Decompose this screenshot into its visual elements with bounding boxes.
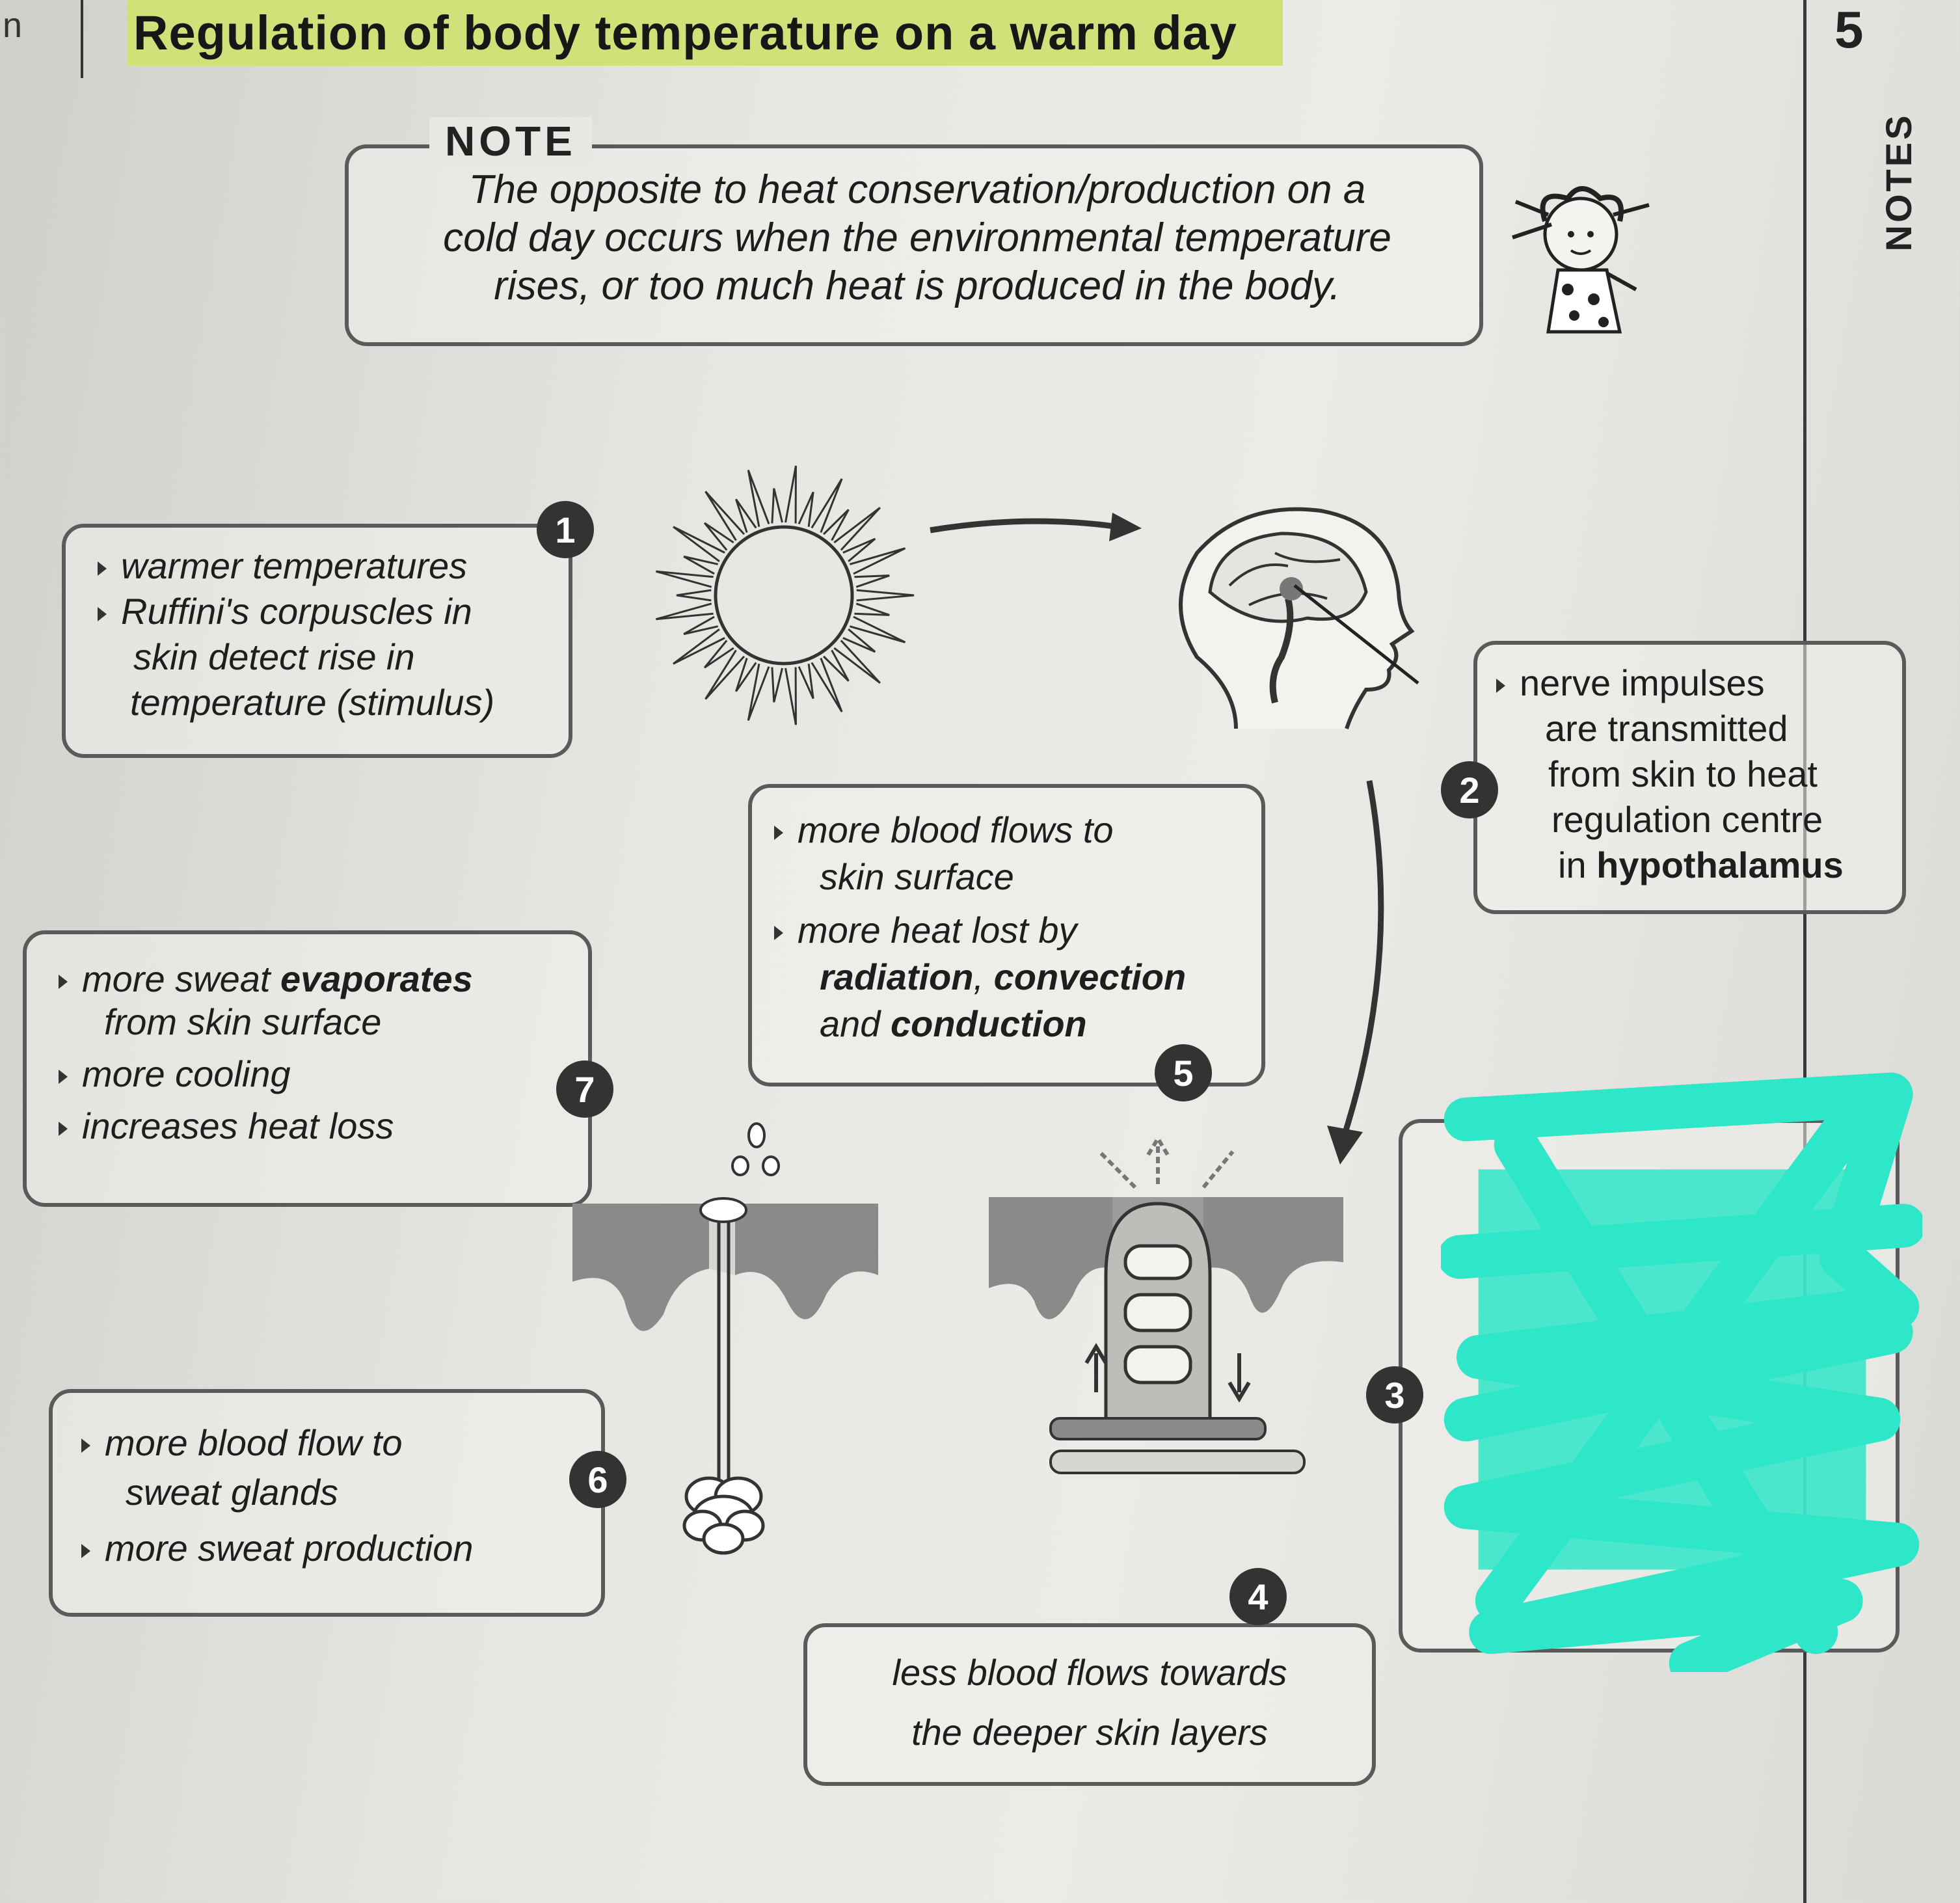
bullet-icon — [774, 926, 783, 940]
step-7-text: more sweat evaporates from skin surface more cooling increases heat loss — [59, 953, 579, 1152]
notes-tab: NOTES — [1877, 113, 1919, 252]
sun-ray — [748, 664, 769, 720]
page-title: Regulation of body temperature on a warm day — [127, 0, 1283, 66]
sun-ray — [854, 576, 889, 587]
brain-head-icon — [1158, 494, 1431, 742]
step-1-text: warmer temperatures Ruffini's corpuscles in skin detect rise in temperature (stimulus) — [98, 543, 566, 725]
bullet-icon — [81, 1438, 90, 1453]
step-7-badge: 7 — [556, 1060, 613, 1118]
corner-text: n — [3, 6, 23, 45]
sun-ray — [857, 590, 914, 601]
sun-ray — [656, 571, 713, 587]
bullet-icon — [774, 826, 783, 840]
step-4-badge: 4 — [1229, 1568, 1287, 1625]
bullet-icon — [98, 607, 107, 621]
bullet-icon — [81, 1544, 90, 1558]
note-text — [364, 166, 1470, 310]
sun-ray — [748, 470, 769, 527]
sun-ray — [799, 664, 813, 698]
page-number: 5 — [1834, 1, 1864, 59]
sun-ray — [684, 617, 718, 634]
sun-ray — [705, 491, 744, 540]
scribble-overlay — [1441, 1067, 1922, 1672]
step-3-badge: 3 — [1366, 1366, 1423, 1424]
step-2-badge: 2 — [1441, 761, 1498, 818]
sun-ray — [705, 640, 734, 668]
step-6-text: more blood flow to sweat glands more sweat production — [81, 1415, 595, 1576]
step-5-text: more blood flows to skin surface more heat lost by radiation, convection and conduction — [774, 807, 1262, 1047]
note-line: rises, or too much heat is produced in the body. — [494, 263, 1341, 308]
step-4-text: less blood flows towards the deeper skin layers — [892, 1652, 1287, 1753]
sun-ray — [799, 492, 813, 526]
sun-ray — [812, 479, 842, 533]
bullet-icon — [1496, 679, 1505, 693]
sun-icon — [644, 455, 924, 735]
sun-ray — [786, 668, 796, 725]
sun-ray — [705, 650, 744, 699]
sun-ray — [772, 668, 783, 703]
sun-ray — [677, 590, 711, 601]
skin-capillary-icon — [989, 1132, 1353, 1509]
sun-ray — [656, 604, 713, 619]
sweat-gland-icon — [572, 1106, 963, 1561]
sun-ray — [812, 658, 842, 712]
bullet-icon — [98, 561, 107, 576]
step-1-badge: 1 — [537, 501, 594, 558]
bullet-icon — [59, 1070, 68, 1084]
arrow-icon — [1308, 774, 1412, 1178]
step-6-badge: 6 — [569, 1451, 626, 1508]
sun-ray — [786, 466, 796, 524]
sun-ray — [834, 640, 880, 682]
step-2-text: nerve impulses are transmitted from skin to heat regulation centre in hypothalamus — [1496, 660, 1900, 888]
sun-ray — [705, 523, 734, 550]
bullet-icon — [59, 1122, 68, 1136]
sun-ray — [854, 604, 889, 615]
sun-ray — [684, 556, 718, 574]
arrow-icon — [924, 501, 1145, 547]
note-label: NOTE — [429, 117, 592, 165]
margin-line — [81, 0, 83, 78]
sun-ray — [772, 489, 783, 524]
step-5-badge: 5 — [1155, 1044, 1212, 1101]
sun-ray — [834, 507, 880, 550]
note-line: cold day occurs when the environmental temperature — [443, 215, 1391, 260]
cartoon-girl-icon — [1496, 176, 1665, 351]
note-line: The opposite to heat conservation/production on a — [468, 167, 1366, 212]
bullet-icon — [59, 975, 68, 989]
